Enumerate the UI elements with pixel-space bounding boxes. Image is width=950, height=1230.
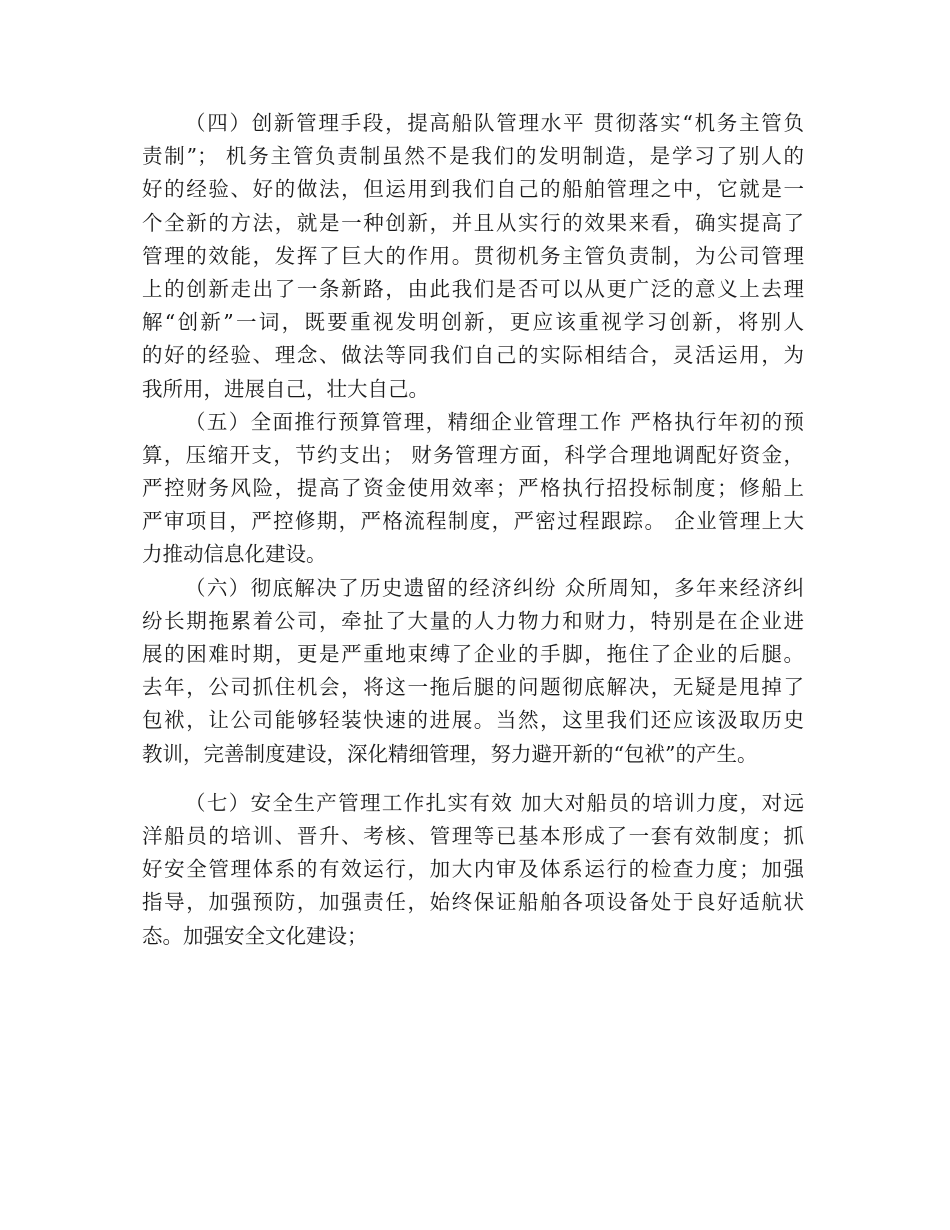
paragraph-line: 态。加强安全文化建设； <box>142 923 368 948</box>
paragraph-line: 去年，公司抓住机会，将这一拖后腿的问题彻底解决，无疑是甩掉了 <box>142 675 804 700</box>
paragraph-line: 好的经验、好的做法，但运用到我们自己的船舶管理之中，它就是一 <box>142 177 804 202</box>
paragraph-line: 严控财务风险，提高了资金使用效率；严格执行招投标制度；修船上 <box>142 476 804 501</box>
paragraph-line: 我所用，进展自己，壮大自己。 <box>142 376 429 401</box>
paragraph-line: 严审项目，严控修期，严格流程制度，严密过程跟踪。 企业管理上大 <box>142 509 804 534</box>
paragraph-line: 算，压缩开支，节约支出； 财务管理方面，科学合理地调配好资金， <box>142 442 804 467</box>
paragraph-line: （七）安全生产管理工作扎实有效 加大对船员的培训力度，对远 <box>185 790 804 815</box>
paragraph-line: 管理的效能，发挥了巨大的作用。贯彻机务主管负责制，为公司管理 <box>142 243 804 268</box>
paragraph-line: （六）彻底解决了历史遗留的经济纠纷 众所周知，多年来经济纠 <box>185 575 804 600</box>
paragraph-line: 上的创新走出了一条新路，由此我们是否可以从更广泛的意义上去理 <box>142 276 804 301</box>
paragraph-line: 包袱，让公司能够轻装快速的进展。当然，这里我们还应该汲取历史 <box>142 708 804 733</box>
paragraph-4 <box>142 107 804 406</box>
paragraph-line: （五）全面推行预算管理，精细企业管理工作 严格执行年初的预 <box>185 409 804 434</box>
paragraph-5 <box>142 406 804 572</box>
paragraph-line: 好安全管理体系的有效运行，加大内审及体系运行的检查力度；加强 <box>142 857 804 882</box>
paragraph-6 <box>142 572 804 771</box>
document-body <box>142 107 804 953</box>
paragraph-line: 个全新的方法，就是一种创新，并且从实行的效果来看，确实提高了 <box>142 210 804 235</box>
paragraph-line: 解“创新”一词，既要重视发明创新，更应该重视学习创新，将别人 <box>142 310 804 335</box>
paragraph-line: 展的困难时期，更是严重地束缚了企业的手脚，拖住了企业的后腿。 <box>142 642 804 666</box>
paragraph-line: 教训，完善制度建设，深化精细管理，努力避开新的“包袱”的产生。 <box>142 741 758 766</box>
paragraph-line: 的好的经验、理念、做法等同我们自己的实际相结合，灵活运用，为 <box>142 343 804 368</box>
paragraph-7 <box>142 787 804 953</box>
paragraph-line: 纷长期拖累着公司，牵扯了大量的人力物力和财力，特别是在企业进 <box>142 608 804 633</box>
paragraph-spacer <box>142 771 804 787</box>
paragraph-line: 力推动信息化建设。 <box>142 542 327 567</box>
paragraph-line: 责制”； 机务主管负责制虽然不是我们的发明制造，是学习了别人的 <box>142 144 804 169</box>
paragraph-line: （四）创新管理手段，提高船队管理水平 贯彻落实“机务主管负 <box>185 111 804 135</box>
paragraph-line: 指导，加强预防，加强责任，始终保证船舶各项设备处于良好适航状 <box>142 890 804 915</box>
paragraph-line: 洋船员的培训、晋升、考核、管理等已基本形成了一套有效制度；抓 <box>142 823 804 848</box>
